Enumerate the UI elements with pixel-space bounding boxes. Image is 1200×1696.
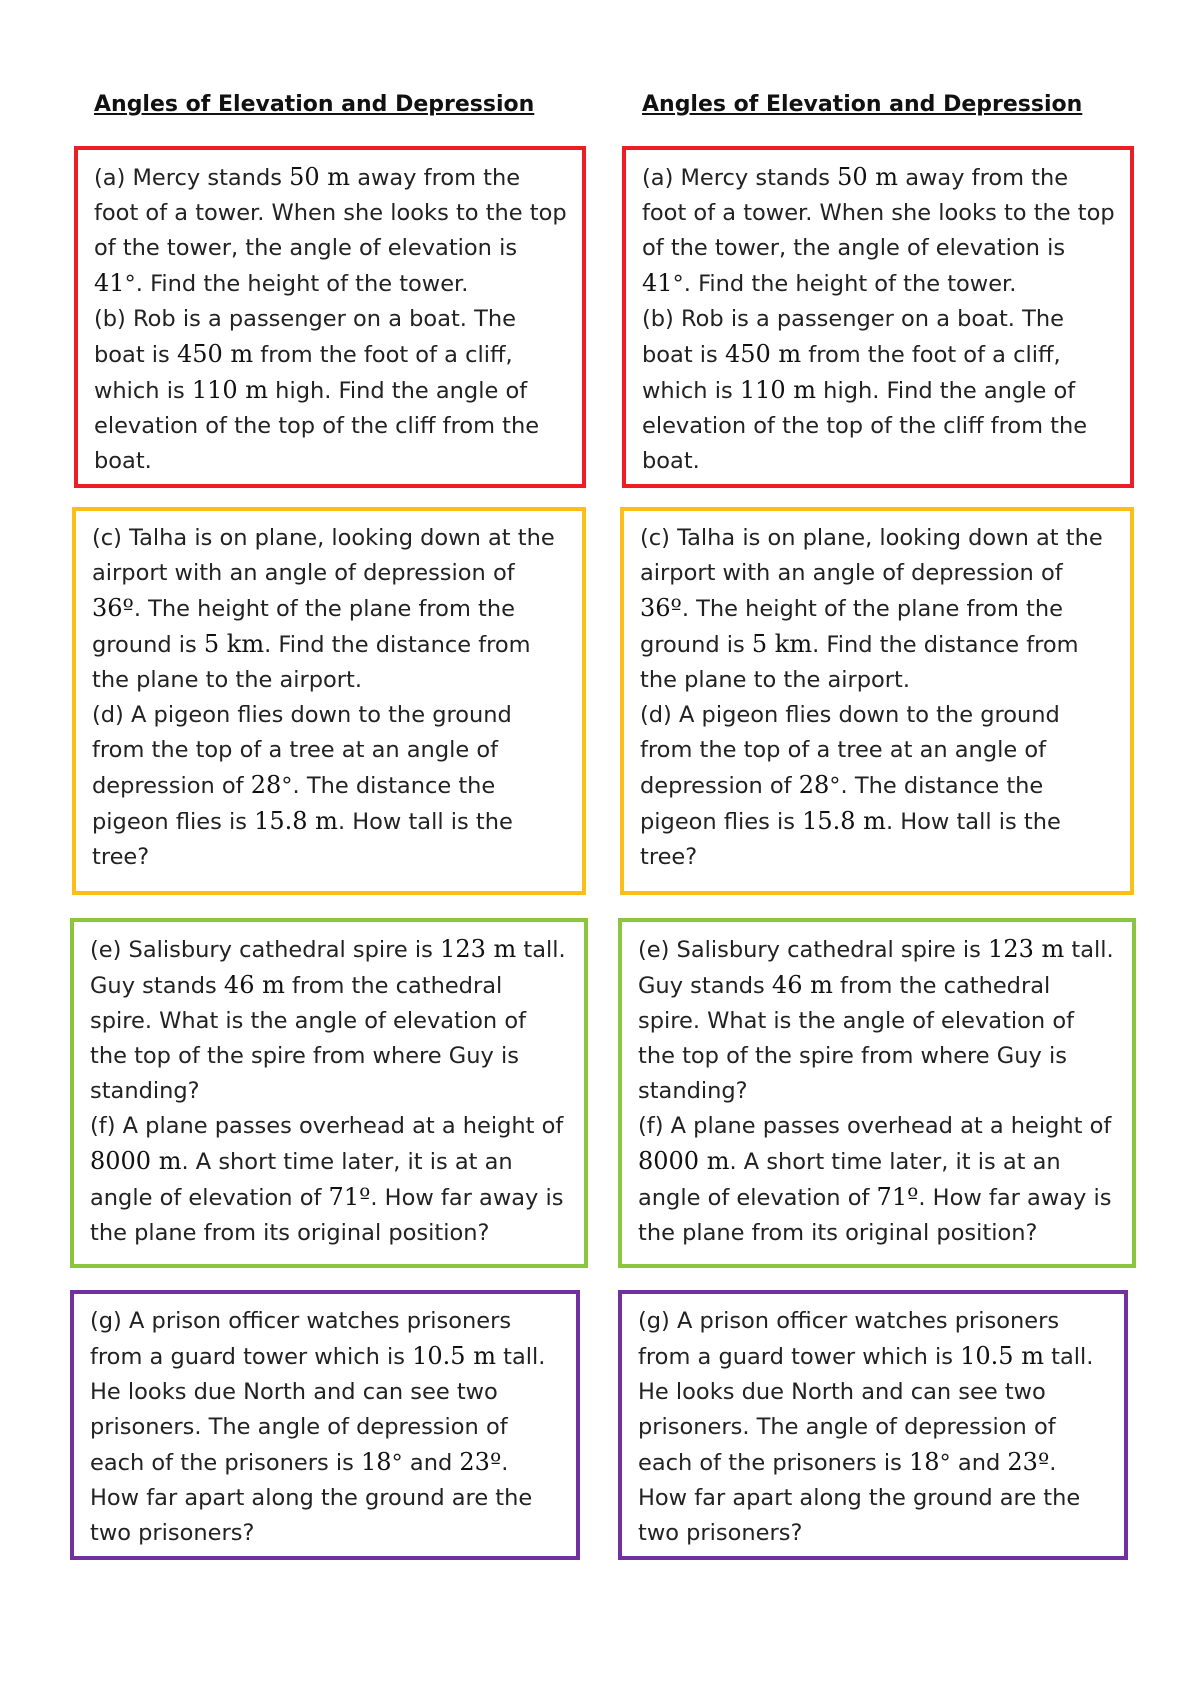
card-orange: [620, 507, 1134, 895]
question-e: (e) Salisbury cathedral spire is 123 m tall. Guy stands 46 m from the cathedral spire. What is the angle of elevation of the top of the spire from where Guy is standing?: [90, 935, 566, 1104]
question-d: (d) A pigeon flies down to the ground from the top of a tree at an angle of depression of 28°. The distance the pigeon flies is 15.8 m. How tall is the tree?: [92, 702, 513, 870]
question-f: (f) A plane passes overhead at a height of 8000 m. A short time later, it is at an angle of elevation of 71º. How far away is the plane from its original position?: [638, 1113, 1112, 1246]
question-e: (e) Salisbury cathedral spire is 123 m tall. Guy stands 46 m from the cathedral spire. What is the angle of elevation of the top of the spire from where Guy is standing?: [638, 935, 1114, 1104]
card-green: [618, 918, 1136, 1268]
card-purple: [618, 1290, 1128, 1560]
worksheet-title: Angles of Elevation and Depression: [642, 92, 1083, 117]
question-c: (c) Talha is on plane, looking down at the airport with an angle of depression of 36º. The height of the plane from the ground is 5 km. Find the distance from the plane to the airport.: [92, 525, 555, 693]
card-red: [622, 146, 1134, 488]
card-red: [74, 146, 586, 488]
question-b: (b) Rob is a passenger on a boat. The boat is 450 m from the foot of a cliff, which is 110 m high. Find the angle of elevation of the top of the cliff from the boat.: [94, 306, 540, 474]
worksheet-title: Angles of Elevation and Depression: [94, 92, 535, 117]
question-f: (f) A plane passes overhead at a height of 8000 m. A short time later, it is at an angle of elevation of 71º. How far away is the plane from its original position?: [90, 1113, 564, 1246]
question-a: (a) Mercy stands 50 m away from the foot of a tower. When she looks to the top of the tower, the angle of elevation is 41°. Find the height of the tower.: [94, 163, 567, 297]
card-green: [70, 918, 588, 1268]
question-c: (c) Talha is on plane, looking down at the airport with an angle of depression of 36º. The height of the plane from the ground is 5 km. Find the distance from the plane to the airport.: [640, 525, 1103, 693]
question-g: (g) A prison officer watches prisoners from a guard tower which is 10.5 m tall. He looks due North and can see two prisoners. The angle of depression of each of the prisoners is 18° and 23º. How far apart along the ground are the two prisoners?: [638, 1308, 1094, 1546]
question-g: (g) A prison officer watches prisoners from a guard tower which is 10.5 m tall. He looks due North and can see two prisoners. The angle of depression of each of the prisoners is 18° and 23º. How far apart along the ground are the two prisoners?: [90, 1308, 546, 1546]
question-d: (d) A pigeon flies down to the ground from the top of a tree at an angle of depression of 28°. The distance the pigeon flies is 15.8 m. How tall is the tree?: [640, 702, 1061, 870]
question-a: (a) Mercy stands 50 m away from the foot of a tower. When she looks to the top of the tower, the angle of elevation is 41°. Find the height of the tower.: [642, 163, 1115, 297]
card-orange: [72, 507, 586, 895]
card-purple: [70, 1290, 580, 1560]
question-b: (b) Rob is a passenger on a boat. The boat is 450 m from the foot of a cliff, which is 110 m high. Find the angle of elevation of the top of the cliff from the boat.: [642, 306, 1088, 474]
